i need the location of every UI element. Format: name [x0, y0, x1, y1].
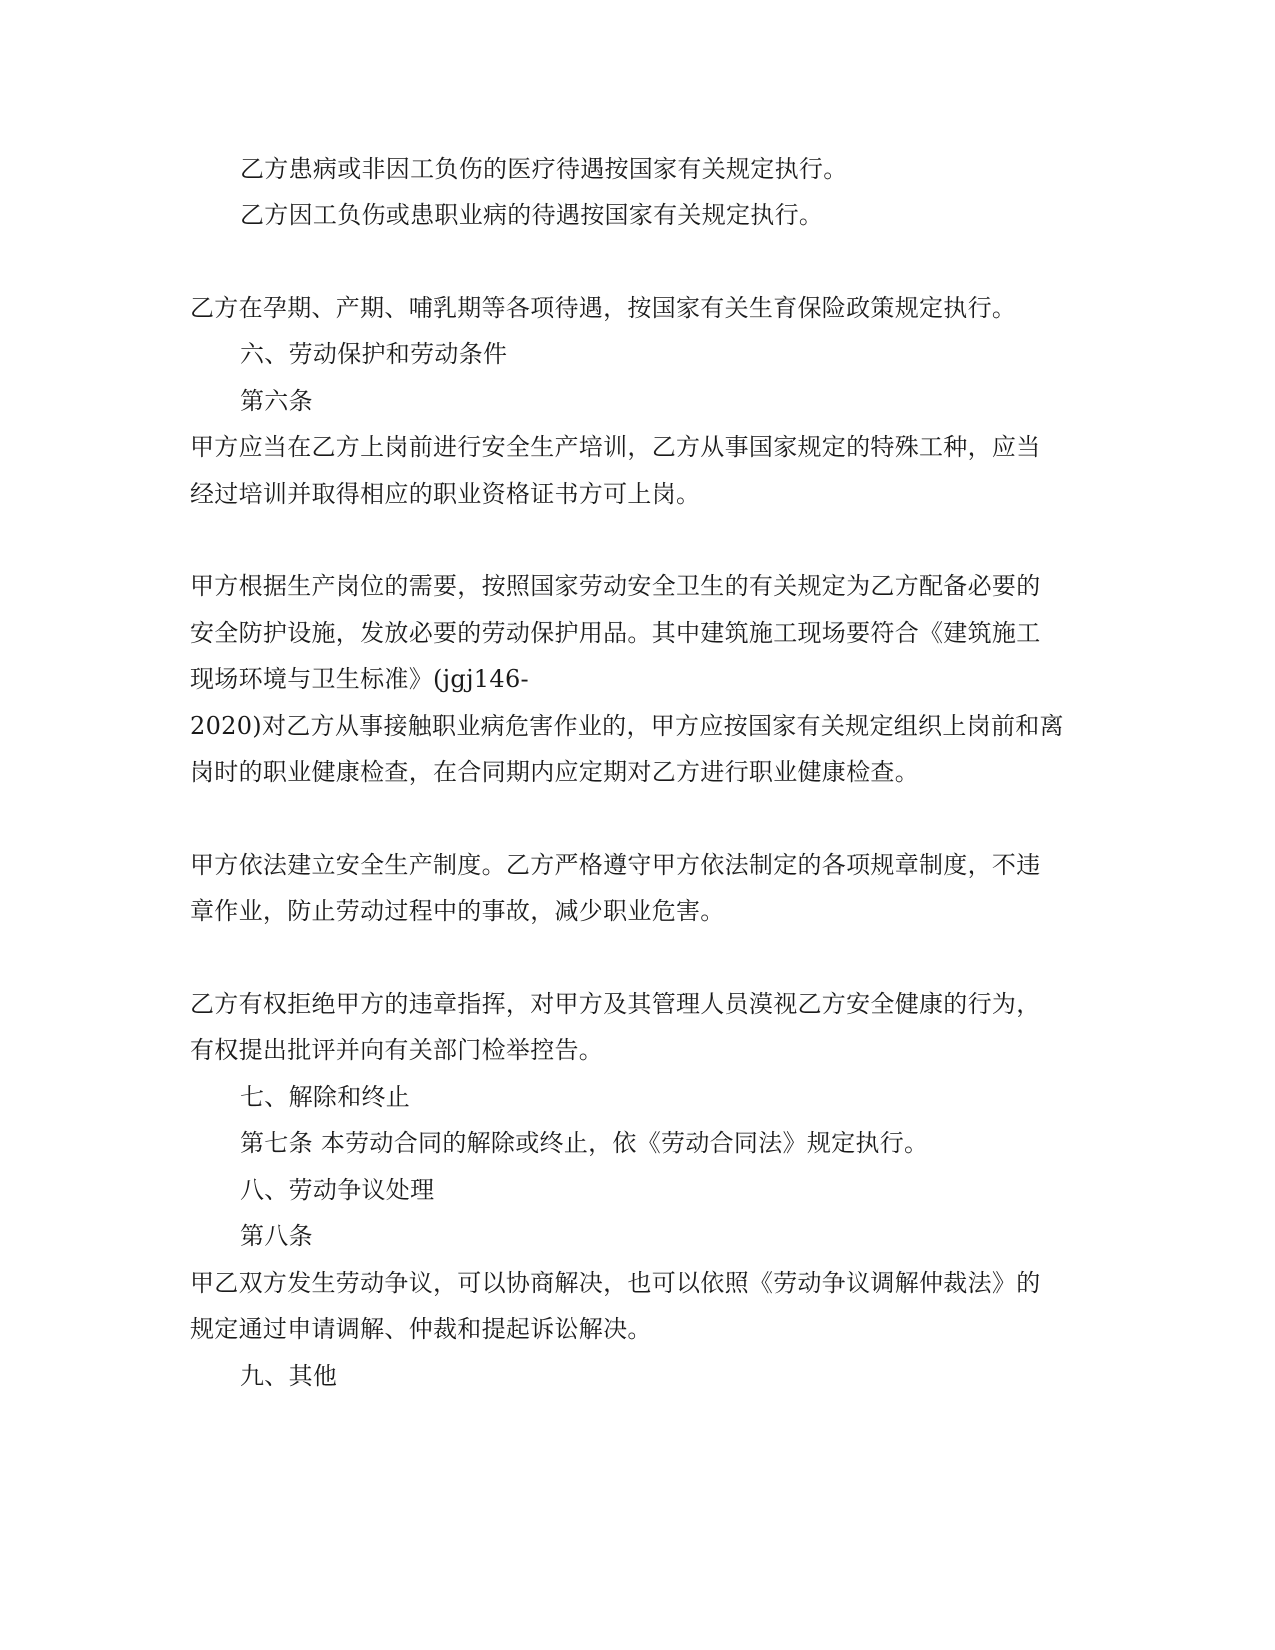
article-six-heading: 第六条 — [240, 387, 313, 415]
section-seven-heading: 七、解除和终止 — [240, 1083, 411, 1111]
protection-equipment-line-2: 安全防护设施，发放必要的劳动保护用品。其中建筑施工现场要符合《建筑施工 — [190, 619, 1041, 647]
refusal-right-line-2: 有权提出批评并向有关部门检举控告。 — [190, 1036, 604, 1064]
section-nine-heading: 九、其他 — [240, 1362, 338, 1390]
occupational-health-line-2: 岗时的职业健康检查，在合同期内应定期对乙方进行职业健康检查。 — [190, 758, 919, 786]
dispute-resolution-line-2: 规定通过申请调解、仲裁和提起诉讼解决。 — [190, 1315, 652, 1343]
article-seven-line: 第七条 本劳动合同的解除或终止，依《劳动合同法》规定执行。 — [240, 1129, 929, 1157]
dispute-resolution-line-1: 甲乙双方发生劳动争议，可以协商解决，也可以依照《劳动争议调解仲裁法》的 — [190, 1269, 1041, 1297]
safety-rules-line-1: 甲方依法建立安全生产制度。乙方严格遵守甲方依法制定的各项规章制度，不违 — [190, 851, 1041, 879]
section-eight-heading: 八、劳动争议处理 — [240, 1176, 435, 1204]
medical-treatment-line: 乙方患病或非因工负伤的医疗待遇按国家有关规定执行。 — [240, 155, 848, 183]
refusal-right-line-1: 乙方有权拒绝甲方的违章指挥，对甲方及其管理人员漠视乙方安全健康的行为， — [190, 990, 1041, 1018]
maternity-benefits-line: 乙方在孕期、产期、哺乳期等各项待遇，按国家有关生育保险政策规定执行。 — [190, 294, 1017, 322]
article-eight-heading: 第八条 — [240, 1222, 313, 1250]
section-six-heading: 六、劳动保护和劳动条件 — [240, 340, 508, 368]
protection-equipment-line-3: 现场环境与卫生标准》(jgj146- — [190, 665, 529, 693]
safety-rules-line-2: 章作业，防止劳动过程中的事故，减少职业危害。 — [190, 897, 725, 925]
protection-equipment-line-1: 甲方根据生产岗位的需要，按照国家劳动安全卫生的有关规定为乙方配备必要的 — [190, 572, 1041, 600]
safety-training-line-2: 经过培训并取得相应的职业资格证书方可上岗。 — [190, 480, 701, 508]
work-injury-line: 乙方因工负伤或患职业病的待遇按国家有关规定执行。 — [240, 201, 824, 229]
occupational-health-line-1: 2020)对乙方从事接触职业病危害作业的，甲方应按国家有关规定组织上岗前和离 — [190, 712, 1064, 740]
safety-training-line-1: 甲方应当在乙方上岗前进行安全生产培训，乙方从事国家规定的特殊工种，应当 — [190, 433, 1041, 461]
